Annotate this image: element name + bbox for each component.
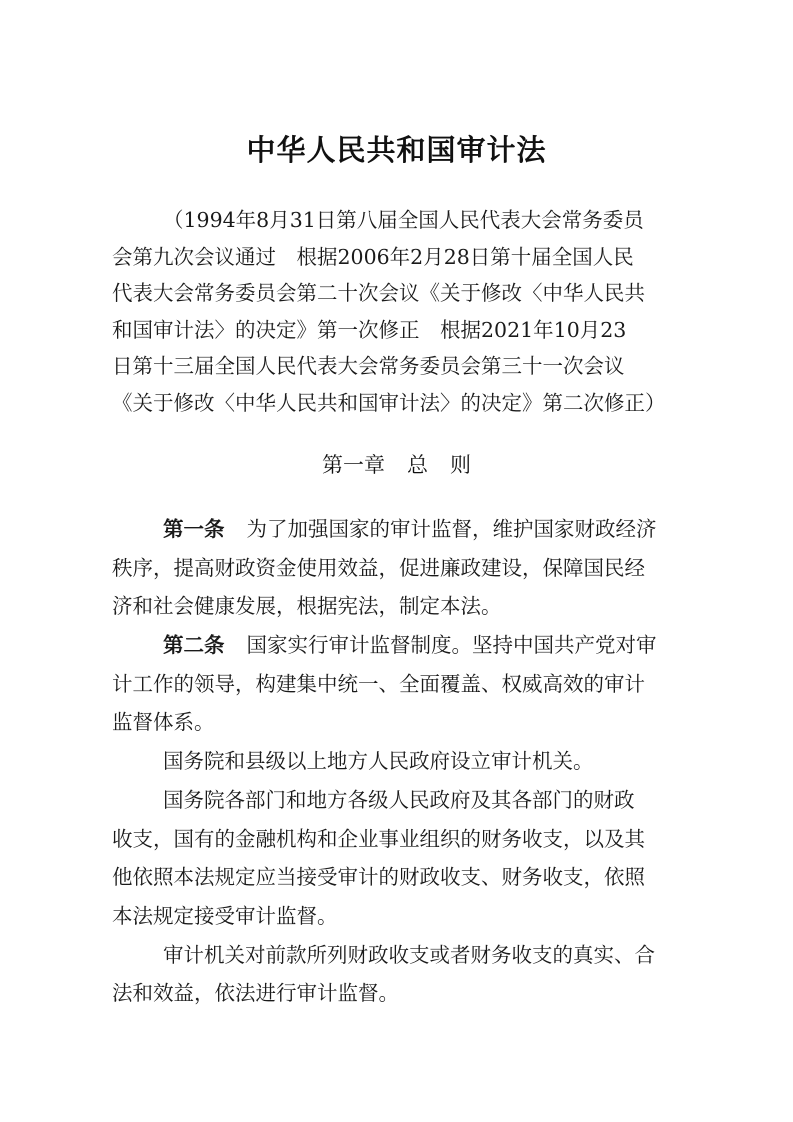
article-text: 国家实行审计监督制度。坚持中国共产党对审	[246, 633, 657, 658]
paragraph	[112, 781, 682, 936]
paragraph-text: 国务院和县级以上地方人民政府设立审计机关。	[163, 749, 594, 774]
article-text: 计工作的领导，构建集中统一、全面覆盖、权威高效的审计	[112, 671, 645, 696]
preamble-line: 《关于修改〈中华人民共和国审计法〉的决定》第二次修正）	[112, 390, 666, 415]
paragraph-text: 本法规定接受审计监督。	[112, 903, 338, 928]
preamble-line: 日第十三届全国人民代表大会常务委员会第三十一次会议	[112, 354, 625, 378]
article-label: 第二条	[163, 633, 225, 658]
article-2	[112, 626, 682, 742]
paragraph-text: 收支，国有的金融机构和企业事业组织的财务收支，以及其	[112, 826, 645, 851]
article-text: 为了加强国家的审计监督，维护国家财政经济	[246, 517, 657, 541]
preamble-line: 代表大会常务委员会第二十次会议《关于修改〈中华人民共	[112, 281, 645, 305]
article-text: 济和社会健康发展，根据宪法，制定本法。	[112, 594, 502, 619]
article-text: 秩序，提高财政资金使用效益，促进廉政建设，保障国民经	[112, 555, 645, 580]
chapter-number: 第一章	[322, 453, 385, 477]
paragraph-text: 他依照本法规定应当接受审计的财政收支、财务收支，依照	[112, 865, 645, 890]
paragraph	[112, 936, 682, 1013]
paragraph-text: 法和效益，依法进行审计监督。	[112, 981, 399, 1006]
document-title: 中华人民共和国审计法	[246, 133, 547, 167]
paragraph-text: 国务院各部门和地方各级人民政府及其各部门的财政	[163, 787, 635, 812]
article-text: 监督体系。	[112, 710, 215, 735]
preamble-line: 会第九次会议通过 根据2006年2月28日第十届全国人民	[112, 244, 634, 269]
chapter-heading	[0, 449, 793, 479]
article-1	[112, 510, 682, 626]
chapter-title-char: 则	[450, 453, 471, 477]
chapter-title-char: 总	[407, 453, 428, 477]
paragraph	[112, 742, 682, 781]
preamble-line: （1994年8月31日第八届全国人民代表大会常务委员	[163, 208, 644, 232]
document-body	[112, 510, 682, 1013]
article-label: 第一条	[163, 517, 225, 541]
preamble	[112, 202, 678, 421]
paragraph-text: 审计机关对前款所列财政收支或者财务收支的真实、合	[163, 942, 655, 967]
preamble-line: 和国审计法〉的决定》第一次修正 根据2021年10月23	[112, 317, 627, 342]
